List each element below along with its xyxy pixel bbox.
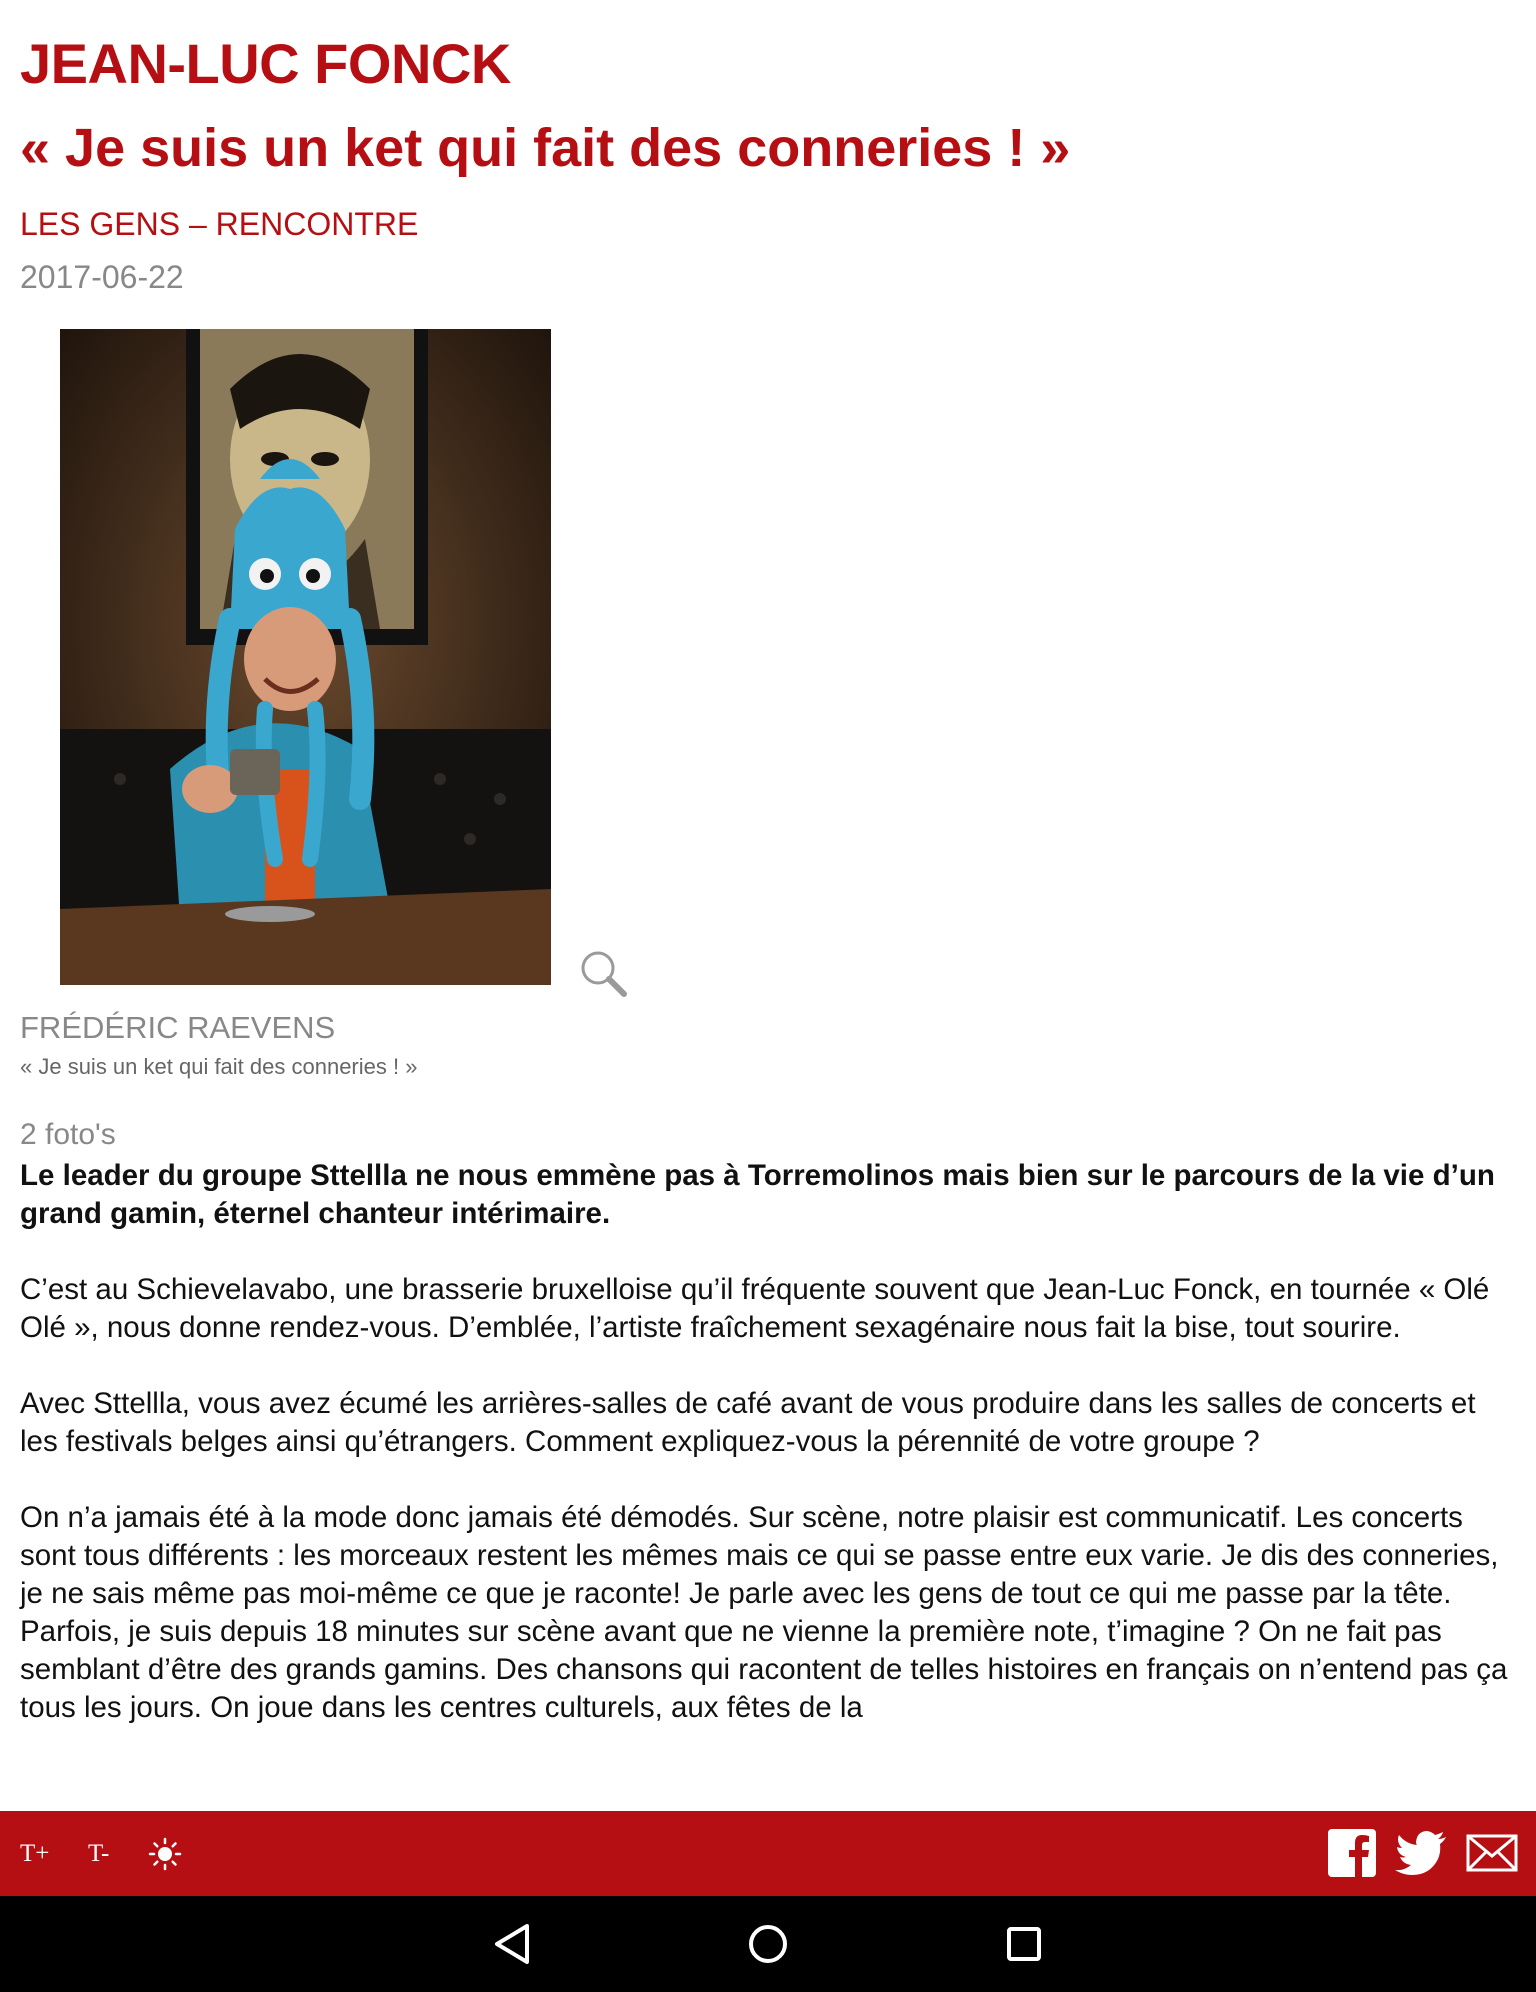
article-paragraph: On n’a jamais été à la mode donc jamais été démodés. Sur scène, notre plaisir est communicatif. Les concerts sont tous différents : les morceaux restent les mêmes mais ce qui se passe entre eux varie. Je dis des conneries, je ne sais même pas moi-même ce que je raconte! Je parle avec les gens de tout ce qui me passe par la tête. Parfois, je suis depuis 18 minutes sur scène avant que ne vienne la première note, t’imagine ? On ne fait pas semblant d’être des grands gamins. Des chansons qui racontent de telles histoires en français on n’entend pas ça tous les jours. On joue dans les centres culturels, aux fêtes de la <box>20 1501 1508 1724</box>
photo-credit: FRÉDÉRIC RAEVENS <box>20 1010 336 1045</box>
photo-caption: « Je suis un ket qui fait des conneries ! » <box>20 1054 418 1079</box>
mail-icon[interactable] <box>1464 1825 1520 1881</box>
article-kicker: JEAN-LUC FONCK <box>20 32 511 95</box>
back-icon[interactable] <box>485 1916 541 1972</box>
home-icon[interactable] <box>740 1916 796 1972</box>
recents-icon[interactable] <box>996 1916 1052 1972</box>
article-photo[interactable] <box>60 329 551 985</box>
article-headline: « Je suis un ket qui fait des conneries ! » <box>20 118 1071 178</box>
article-toolbar <box>0 1811 1536 1896</box>
article-lead: Le leader du groupe Sttellla ne nous emmène pas à Torremolinos mais bien sur le parcours de la vie d’un grand gamin, éternel chanteur intérimaire. <box>20 1159 1495 1230</box>
zoom-icon[interactable] <box>578 948 630 1000</box>
article-paragraph: C’est au Schievelavabo, une brasserie bruxelloise qu’il fréquente souvent que Jean-Luc Fonck, en tournée « Olé Olé », nous donne rendez-vous. D’emblée, l’artiste fraîchement sexagénaire nous fait la bise, tout sourire. <box>20 1273 1490 1344</box>
article-paragraph: Avec Sttellla, vous avez écumé les arrières-salles de café avant de vous produire dans les salles de concerts et les festivals belges ainsi qu’étrangers. Comment expliquez-vous la pérennité de votre groupe ? <box>20 1387 1476 1458</box>
photo-count[interactable]: 2 foto's <box>20 1118 116 1151</box>
article-body <box>20 1157 1520 1765</box>
article-category[interactable]: LES GENS – RENCONTRE <box>20 206 419 242</box>
sun-icon[interactable] <box>148 1811 182 1896</box>
twitter-icon[interactable] <box>1394 1825 1450 1881</box>
system-nav-bar <box>0 1896 1536 1992</box>
text-smaller-button[interactable]: T- <box>88 1839 110 1867</box>
article-date: 2017-06-22 <box>20 259 184 295</box>
text-larger-button[interactable]: T+ <box>20 1839 50 1867</box>
facebook-icon[interactable] <box>1326 1825 1378 1881</box>
